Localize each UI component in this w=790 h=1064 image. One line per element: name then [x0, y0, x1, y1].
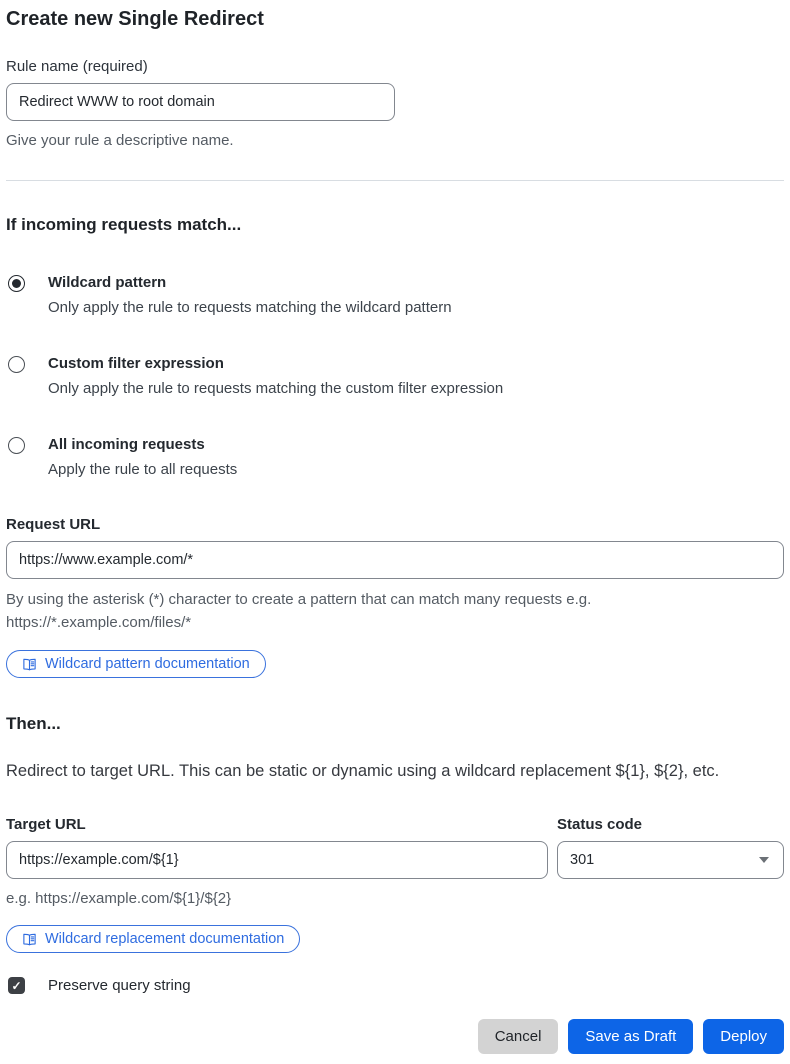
- chevron-down-icon: [759, 857, 769, 863]
- radio-button-selected[interactable]: [8, 275, 25, 292]
- target-url-label: Target URL: [6, 816, 86, 833]
- doc-button-label: Wildcard replacement documentation: [45, 931, 285, 947]
- radio-button[interactable]: [8, 437, 25, 454]
- deploy-button[interactable]: Deploy: [703, 1019, 784, 1054]
- radio-button[interactable]: [8, 356, 25, 373]
- radio-description: Apply the rule to all requests: [48, 461, 238, 478]
- doc-button-label: Wildcard pattern documentation: [45, 656, 250, 672]
- radio-option-custom-filter-expression[interactable]: [6, 354, 784, 398]
- cancel-button[interactable]: Cancel: [478, 1019, 559, 1054]
- request-url-helper: By using the asterisk (*) character to create a pattern that can match many requests e.g. https://*.example.com/files/*: [6, 591, 592, 631]
- save-as-draft-button[interactable]: Save as Draft: [568, 1019, 693, 1054]
- checkbox-checked[interactable]: [8, 977, 25, 994]
- radio-description: Only apply the rule to requests matching the custom filter expression: [48, 380, 504, 397]
- status-code-select[interactable]: [557, 841, 784, 879]
- check-icon: ✓: [11, 978, 22, 993]
- status-code-value: 301: [570, 852, 595, 868]
- section-divider: [6, 180, 784, 181]
- wildcard-replacement-documentation-button[interactable]: [6, 925, 300, 953]
- radio-option-all-incoming-requests[interactable]: [6, 435, 784, 479]
- footer-actions: [6, 1019, 784, 1054]
- rule-name-input[interactable]: [6, 83, 395, 121]
- match-type-radio-group: [6, 273, 784, 479]
- preserve-query-string-label: Preserve query string: [48, 977, 191, 994]
- open-book-icon: [22, 932, 37, 947]
- preserve-query-string-row[interactable]: [6, 977, 784, 994]
- target-and-status-row: [6, 816, 784, 910]
- rule-name-helper: Give your rule a descriptive name.: [6, 132, 234, 149]
- status-code-field: [557, 816, 784, 910]
- request-url-label: Request URL: [6, 516, 101, 533]
- rule-name-field: [6, 58, 784, 152]
- radio-option-wildcard-pattern[interactable]: [6, 273, 784, 317]
- radio-label: All incoming requests: [48, 436, 205, 453]
- open-book-icon: [22, 657, 37, 672]
- wildcard-pattern-documentation-button[interactable]: [6, 650, 266, 678]
- radio-label: Wildcard pattern: [48, 274, 167, 291]
- target-url-field: [6, 816, 548, 910]
- status-code-label: Status code: [557, 816, 643, 833]
- target-url-helper: e.g. https://example.com/${1}/${2}: [6, 890, 232, 907]
- request-url-input[interactable]: [6, 541, 784, 579]
- radio-description: Only apply the rule to requests matching the wildcard pattern: [48, 299, 452, 316]
- radio-dot: [12, 279, 21, 288]
- radio-label: Custom filter expression: [48, 355, 224, 372]
- then-section-heading: Then...: [6, 714, 61, 733]
- request-url-field: [6, 516, 784, 678]
- target-url-input[interactable]: [6, 841, 548, 879]
- then-section-description: Redirect to target URL. This can be static or dynamic using a wildcard replacement ${1}, ${2}, etc.: [6, 762, 720, 780]
- rule-name-label: Rule name (required): [6, 58, 148, 75]
- page-title: Create new Single Redirect: [6, 8, 264, 30]
- match-section-heading: If incoming requests match...: [6, 215, 242, 234]
